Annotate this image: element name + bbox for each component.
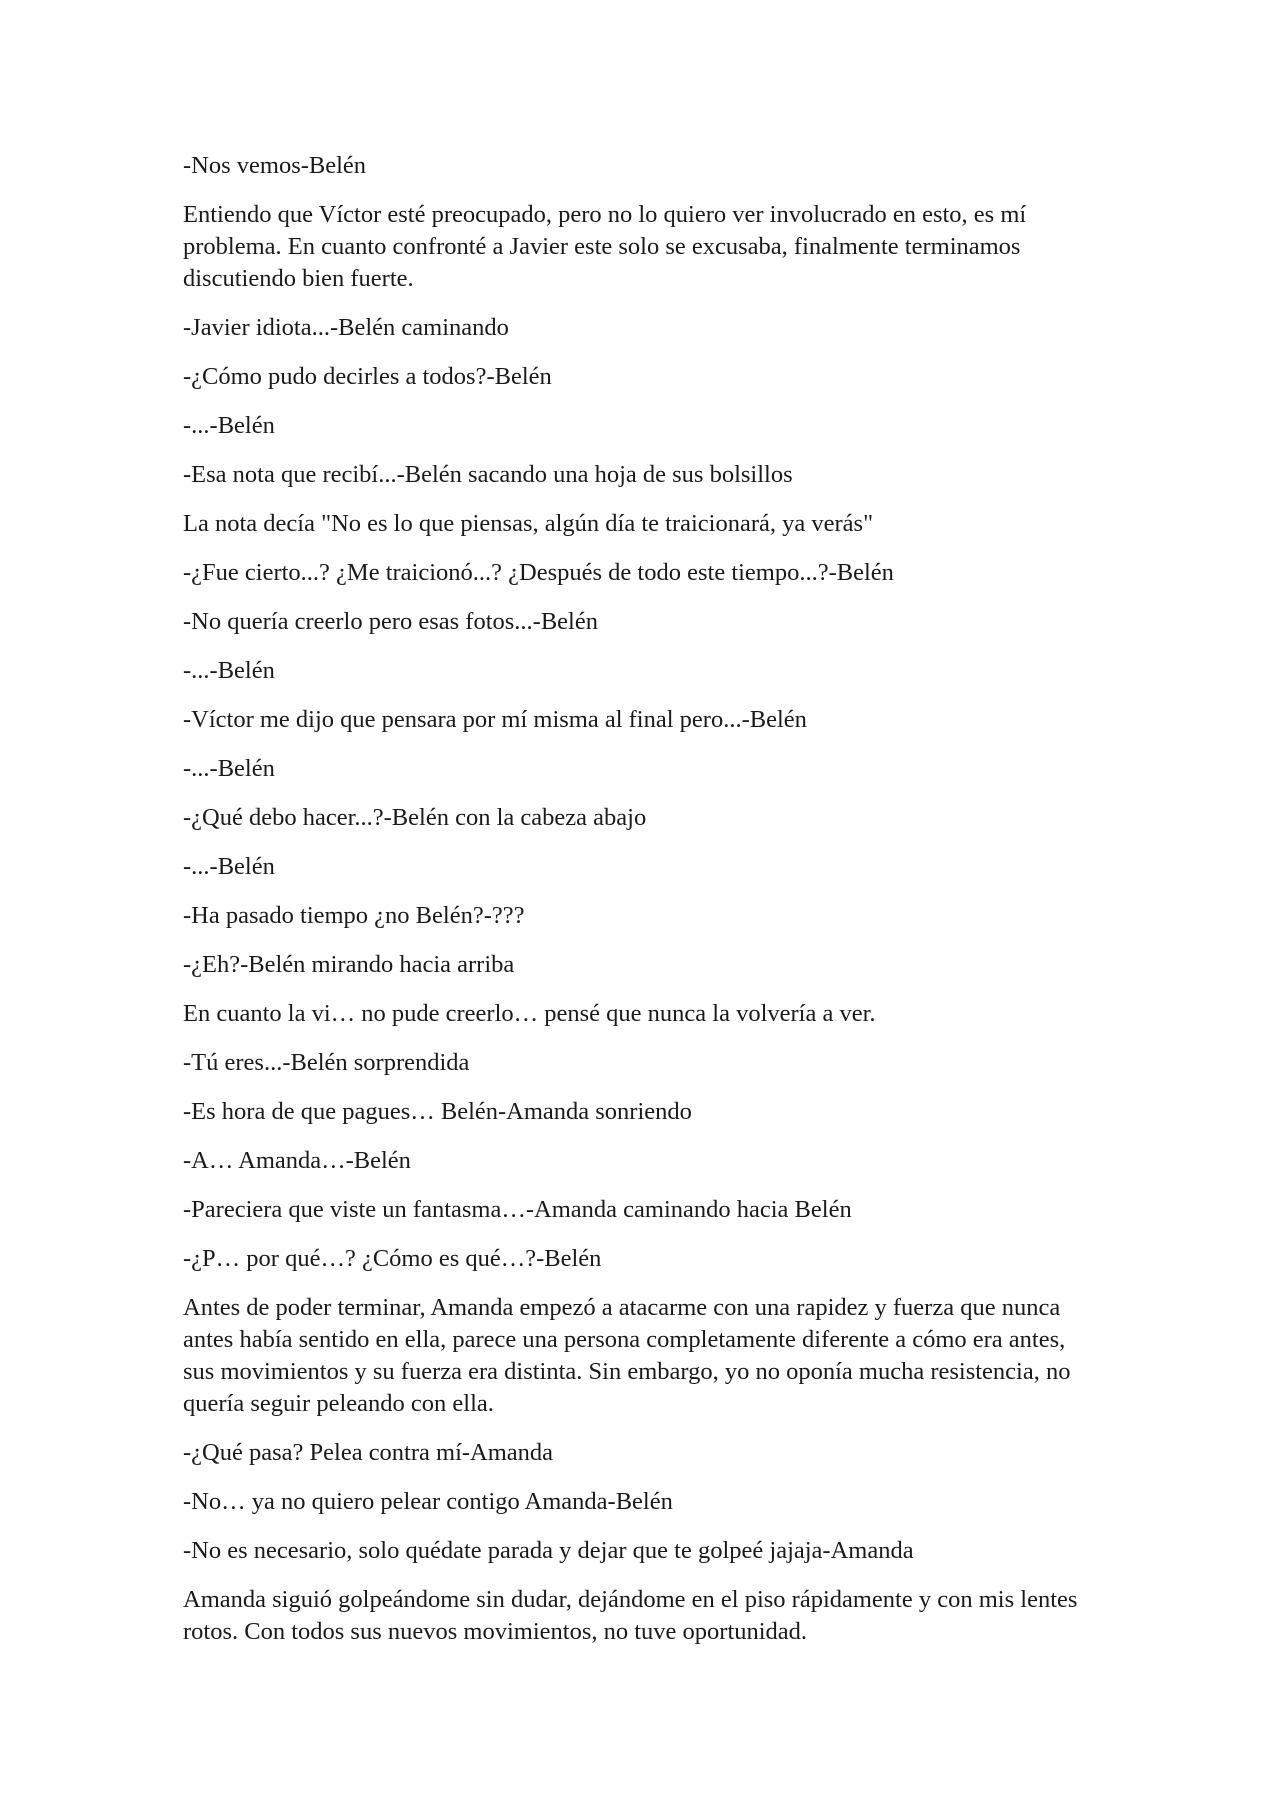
paragraph-16: -¿Eh?-Belén mirando hacia arriba — [183, 951, 515, 978]
paragraph-3: -Javier idiota...-Belén caminando — [183, 314, 509, 341]
paragraph-18: -Tú eres...-Belén sorprendida — [183, 1049, 470, 1076]
document-page — [183, 150, 1098, 1665]
paragraph-2: Entiendo que Víctor esté preocupado, pero no lo quiero ver involucrado en esto, es mí problema. En cuanto confronté a Javier este solo se excusaba, finalmente terminamos discutiendo bien fuerte. — [183, 201, 1027, 292]
paragraph-19: -Es hora de que pagues… Belén-Amanda sonriendo — [183, 1098, 692, 1125]
paragraph-22: -¿P… por qué…? ¿Cómo es qué…?-Belén — [183, 1245, 602, 1272]
paragraph-17: En cuanto la vi… no pude creerlo… pensé que nunca la volvería a ver. — [183, 1000, 876, 1027]
paragraph-5: -...-Belén — [183, 412, 275, 439]
paragraph-25: -No… ya no quiero pelear contigo Amanda-Belén — [183, 1488, 673, 1515]
paragraph-10: -...-Belén — [183, 657, 275, 684]
paragraph-9: -No quería creerlo pero esas fotos...-Belén — [183, 608, 598, 635]
paragraph-24: -¿Qué pasa? Pelea contra mí-Amanda — [183, 1439, 554, 1466]
paragraph-13: -¿Qué debo hacer...?-Belén con la cabeza abajo — [183, 804, 647, 831]
paragraph-23: Antes de poder terminar, Amanda empezó a atacarme con una rapidez y fuerza que nunca antes había sentido en ella, parece una persona completamente diferente a cómo era antes, sus movimientos y su fuerza era distinta. Sin embargo, yo no oponía mucha resistencia, no quería seguir peleando con ella. — [183, 1294, 1071, 1417]
paragraph-14: -...-Belén — [183, 853, 275, 880]
paragraph-15: -Ha pasado tiempo ¿no Belén?-??? — [183, 902, 525, 929]
paragraph-26: -No es necesario, solo quédate parada y dejar que te golpeé jajaja-Amanda — [183, 1537, 914, 1564]
paragraph-21: -Pareciera que viste un fantasma…-Amanda caminando hacia Belén — [183, 1196, 852, 1223]
paragraph-8: -¿Fue cierto...? ¿Me traicionó...? ¿Después de todo este tiempo...?-Belén — [183, 559, 894, 586]
paragraph-7: La nota decía "No es lo que piensas, algún día te traicionará, ya verás" — [183, 510, 874, 537]
paragraph-1: -Nos vemos-Belén — [183, 152, 367, 179]
paragraph-12: -...-Belén — [183, 755, 275, 782]
paragraph-20: -A… Amanda…-Belén — [183, 1147, 411, 1174]
paragraph-4: -¿Cómo pudo decirles a todos?-Belén — [183, 363, 552, 390]
paragraph-11: -Víctor me dijo que pensara por mí misma al final pero...-Belén — [183, 706, 807, 733]
paragraph-6: -Esa nota que recibí...-Belén sacando una hoja de sus bolsillos — [183, 461, 793, 488]
paragraph-27: Amanda siguió golpeándome sin dudar, dejándome en el piso rápidamente y con mis lentes rotos. Con todos sus nuevos movimientos, no tuve oportunidad. — [183, 1586, 1078, 1645]
